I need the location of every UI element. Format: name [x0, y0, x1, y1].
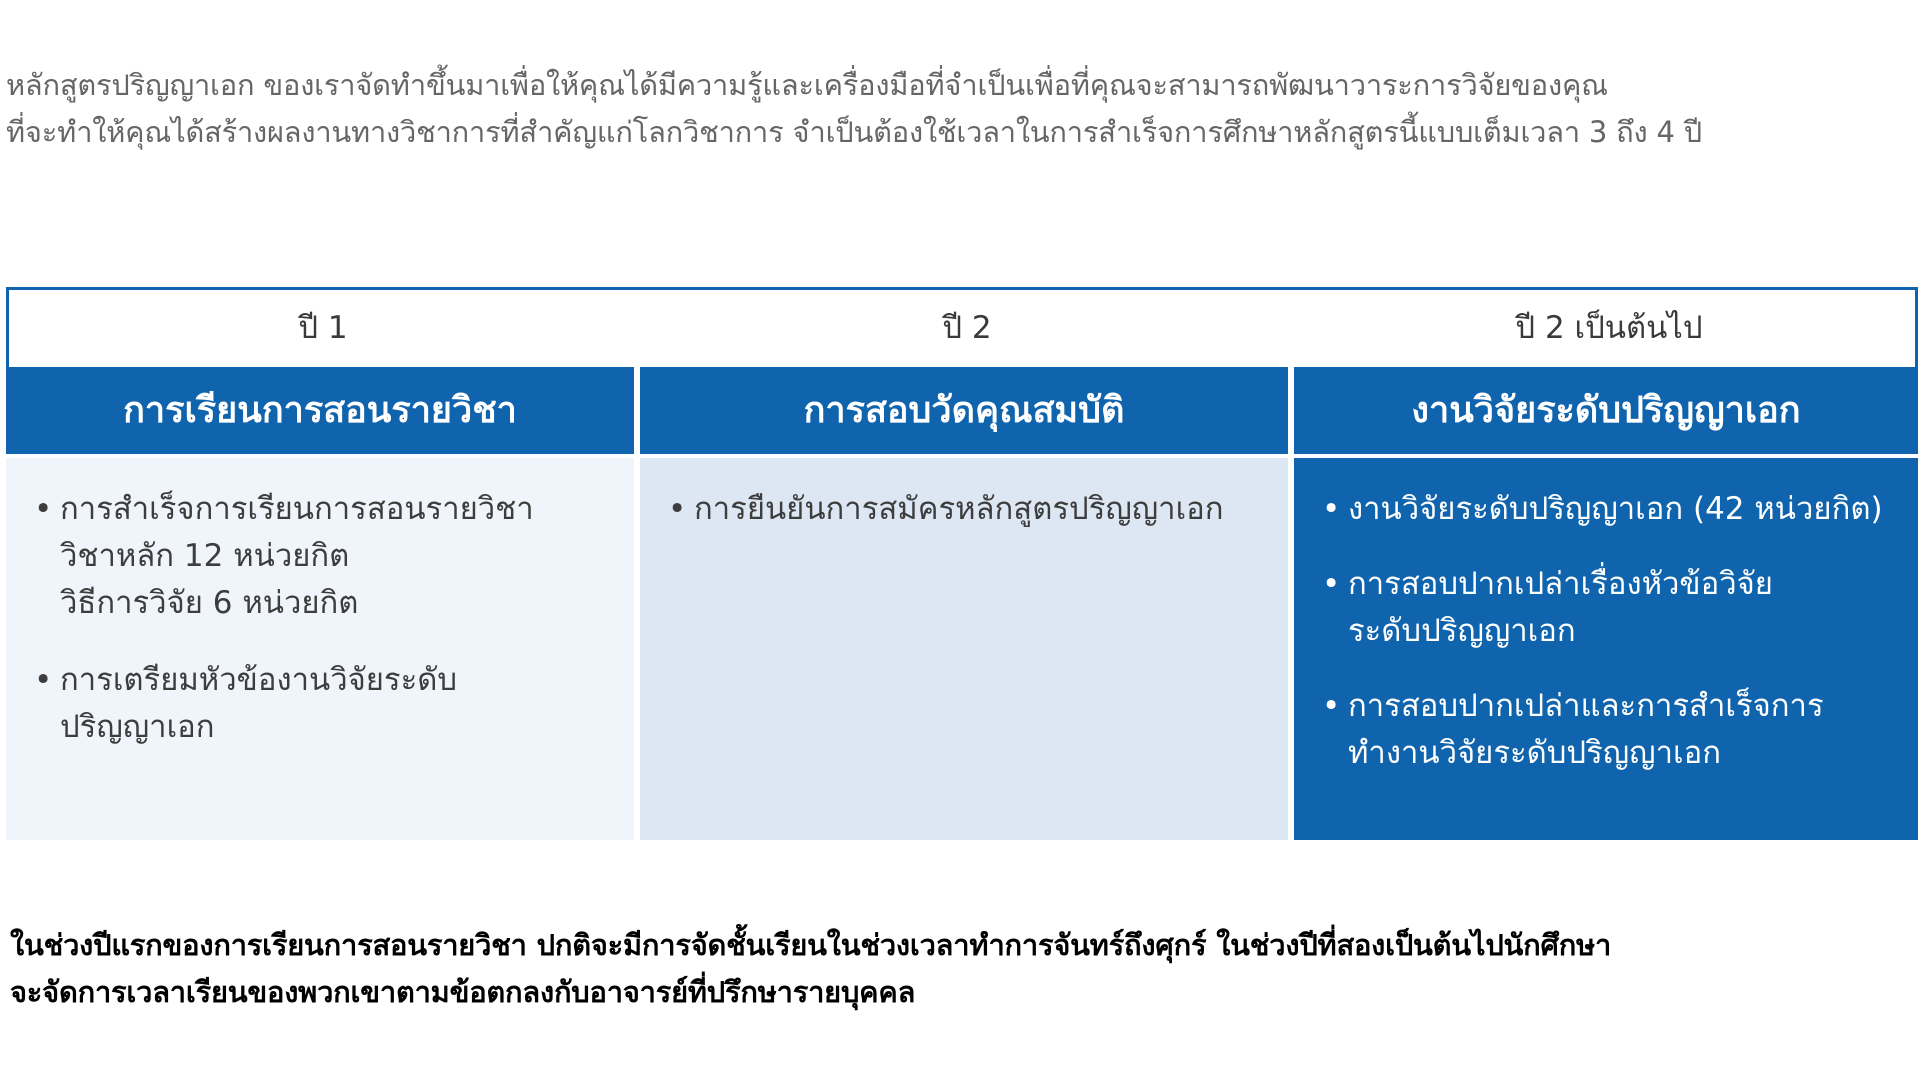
qualifying-exam-details [640, 458, 1288, 840]
stage-header-doctoral-research: งานวิจัยระดับปริญญาเอก [1294, 367, 1918, 454]
bullet-icon: • [1322, 566, 1341, 602]
doctoral-research-list [1294, 486, 1918, 777]
outro-line: จะจัดการเวลาเรียนของพวกเขาตามข้อตกลงกับอาจารย์ที่ปรึกษารายบุคคล [10, 975, 916, 1009]
list-item-text: วิธีการวิจัย 6 หน่วยกิต [60, 585, 359, 621]
bullet-icon: • [1322, 688, 1341, 724]
coursework-list [6, 486, 634, 751]
list-item-text: การสอบปากเปล่าเรื่องหัวข้อวิจัย [1348, 566, 1773, 602]
year-label-2-onward: ปี 2 เป็นต้นไป [1515, 310, 1703, 346]
list-item [34, 486, 634, 627]
list-item-text: ระดับปริญญาเอก [1348, 613, 1576, 649]
list-item [1322, 561, 1918, 655]
bullet-icon: • [34, 662, 53, 698]
stage-header-coursework: การเรียนการสอนรายวิชา [6, 367, 634, 454]
list-item-text: การสำเร็จการเรียนการสอนรายวิชา [60, 491, 534, 527]
list-item-text: การเตรียมหัวข้องานวิจัยระดับ [60, 662, 458, 698]
list-item [668, 486, 1288, 533]
list-item-text: ทำงานวิจัยระดับปริญญาเอก [1348, 735, 1721, 771]
intro-line: ที่จะทำให้คุณได้สร้างผลงานทางวิชาการที่สำคัญแก่โลกวิชาการ จำเป็นต้องใช้เวลาในการสำเร็จการศึกษาหลักสูตรนี้แบบเต็มเวลา 3 ถึง 4 ปี [6, 115, 1703, 149]
year-label-2: ปี 2 [942, 310, 992, 346]
year-header-row [6, 287, 1918, 367]
intro-line: หลักสูตรปริญญาเอก ของเราจัดทำขึ้นมาเพื่อให้คุณได้มีความรู้และเครื่องมือที่จำเป็นเพื่อที่คุณจะสามารถพัฒนาวาระการวิจัยของคุณ [6, 68, 1608, 102]
list-item [1322, 683, 1918, 777]
qualifying-exam-list [640, 486, 1288, 533]
list-item [1322, 486, 1918, 533]
bullet-icon: • [34, 491, 53, 527]
intro-paragraph [6, 62, 1906, 156]
program-timeline-table [6, 287, 1916, 840]
year-label-1: ปี 1 [298, 310, 348, 346]
list-item-text: งานวิจัยระดับปริญญาเอก (42 หน่วยกิต) [1348, 491, 1883, 527]
coursework-details [6, 458, 634, 840]
list-item-text: การสอบปากเปล่าและการสำเร็จการ [1348, 688, 1824, 724]
list-item-text: การยืนยันการสมัครหลักสูตรปริญญาเอก [694, 491, 1224, 527]
bullet-icon: • [1322, 491, 1341, 527]
outro-paragraph [10, 922, 1910, 1016]
doctoral-research-details [1294, 458, 1918, 840]
list-item [34, 657, 634, 751]
list-item-text: ปริญญาเอก [60, 709, 215, 745]
bullet-icon: • [668, 491, 687, 527]
stage-header-qualifying-exam: การสอบวัดคุณสมบัติ [640, 367, 1288, 454]
list-item-text: วิชาหลัก 12 หน่วยกิต [60, 538, 350, 574]
outro-line: ในช่วงปีแรกของการเรียนการสอนรายวิชา ปกติจะมีการจัดชั้นเรียนในช่วงเวลาทำการจันทร์ถึงศุกร์ ในช่วงปีที่สองเป็นต้นไปนักศึกษา [10, 928, 1612, 962]
